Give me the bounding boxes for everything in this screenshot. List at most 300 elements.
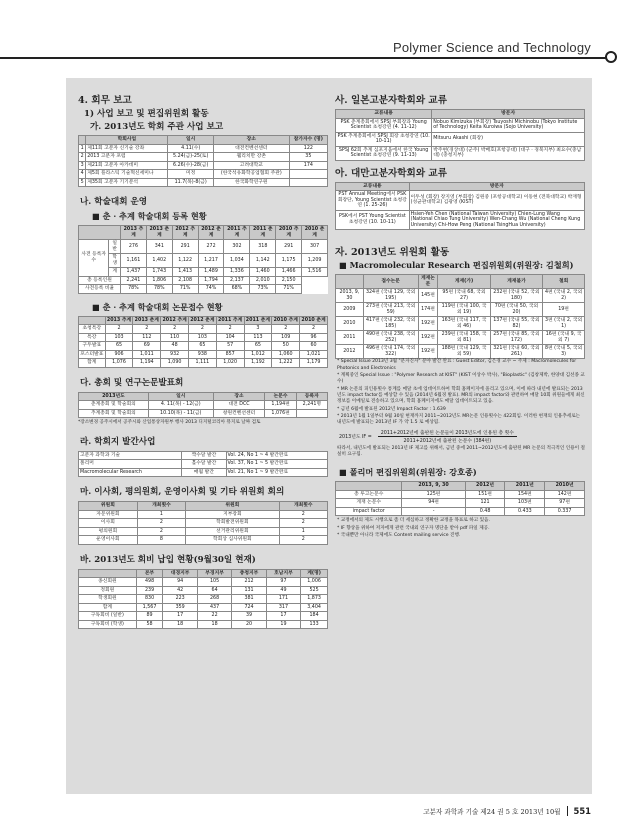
table-cell: 131 <box>232 586 266 595</box>
table-cell: 113 <box>244 333 272 342</box>
column-header: 철회 <box>543 275 585 289</box>
table-cell: 272 <box>198 240 224 254</box>
table-row <box>336 146 585 160</box>
table-cell: 구독회비 (학생) <box>79 620 137 629</box>
table-cell: 78% <box>146 285 172 294</box>
table-cell: 학생 <box>109 254 121 268</box>
table-cell: 932 <box>161 350 189 359</box>
table-cell: 525 <box>301 586 328 595</box>
table-cell: 1,209 <box>302 254 328 268</box>
table-cell: Mitsuru Akashi (회장) <box>432 132 585 146</box>
table-cell: PSK에서 PST Young Scientist 초청강연 (10. 10-11) <box>336 210 410 230</box>
note-item: * Special Issue 2013년 3월 "분자진자" 분야 발간 완료 : Guest Editor, 김은경 교수 ~ 주제 : Macromolecules for Photonics and Electronics <box>337 359 577 371</box>
table-cell: 78% <box>120 285 146 294</box>
table-header-row <box>79 316 328 325</box>
column-header: 충청지부 <box>232 569 266 578</box>
page-number: 551 <box>567 806 591 816</box>
mr-table <box>335 274 585 359</box>
table-cell: 제11회 고분자 신기술 강좌 <box>86 144 168 153</box>
column-header: 2011 추계 <box>224 226 250 240</box>
table-cell: 65 <box>188 342 216 351</box>
table-cell: 1,194 <box>133 359 161 368</box>
table-cell: 239 <box>136 586 163 595</box>
column-header: 2010 춘계 <box>300 316 328 325</box>
table-cell: 68% <box>224 285 250 294</box>
table-cell: 96 <box>300 333 328 342</box>
table-cell: 제21회 고분자 아카데미 <box>86 161 168 170</box>
column-header: 2013년도 <box>79 392 149 401</box>
table-cell: 계 <box>109 268 121 277</box>
table-cell: 1,161 <box>120 254 146 268</box>
note-item: * 국내뿐만 아니라 국제에도 Content mailing service 진행. <box>337 533 461 539</box>
section-fees-title: 바. 2013년도 회비 납입 현황(9월30일 현재) <box>80 554 256 565</box>
note-item: * MR 논문의 피인용횟수 통계를 매달 초에 업데이트하여 학회 홈페이지에 올리고 있으며, 이에 따라 내년에 발표되는 2013년도 impact factor를 예상할 수 있음 (2014년 6월경 발표). MR의 impact factor와 관련하여 매달 10회 위원들에게 최신정보를 이메일로 전송하고 있으며, 학회 홈페이지에도 매달 업데이트되고 있음. <box>337 386 585 405</box>
table-cell: 133 <box>301 620 328 629</box>
table-cell: 19 <box>266 620 300 629</box>
table-row <box>79 161 328 170</box>
column-header <box>79 136 86 145</box>
table-row <box>79 178 328 187</box>
table-cell: 496편 (국내 174, 국외 322) <box>363 345 418 359</box>
table-cell: 18 <box>197 620 231 629</box>
table-cell: 11.7(목)-8(금) <box>168 178 213 187</box>
table-cell: 103 <box>188 333 216 342</box>
section-japan-title: 사. 일본고분자학회와 교류 <box>335 95 447 106</box>
table-cell: 8편 (국내 5, 국외 3) <box>543 345 585 359</box>
table-cell: 125편 <box>402 490 465 499</box>
table-cell: 71% <box>276 285 302 294</box>
polymer-table <box>335 481 585 516</box>
formula-label: 2013년도 IF = <box>339 434 372 440</box>
table-cell: 1,142 <box>250 254 276 268</box>
table-cell: 1,194편 <box>265 401 296 410</box>
table-cell: 39 <box>232 612 266 621</box>
table-cell: 17 <box>266 612 300 621</box>
table-cell: 273편 (국내 213, 국외 59) <box>363 303 418 317</box>
table-cell: 1,567 <box>136 603 163 612</box>
table-cell: 4 <box>79 170 86 179</box>
table-cell: 276 <box>120 240 146 254</box>
table-cell: 318 <box>250 240 276 254</box>
table-cell: 121 <box>465 499 505 508</box>
column-header: 2010년 <box>545 482 585 491</box>
table-cell: 188편 (국내 129, 국외 59) <box>438 345 490 359</box>
column-header: 2012 춘계 <box>188 316 216 325</box>
table-cell: 20 <box>232 620 266 629</box>
left-column <box>78 92 328 629</box>
table-cell: 이두성 (회장) 장지영 (부회장) 김원중 (포항공대학교) 이동현 (전북대학교) 박재형 (성균관대학교) 김광영 (KIST) <box>409 191 584 211</box>
table-cell: PSK 추계총회에서 SPSJ 회장 초청강연 (10. 10-11) <box>336 132 432 146</box>
note-item: * 계획중인 Special Issue : "Polymer Research at KIST" (KIST 이상수 박사), "Bioplastic" (김창제박, 한양대 김선종 교수) <box>337 373 585 385</box>
table-cell: Vol. 21, No 1 ~ 9 발간완료 <box>226 468 328 477</box>
footer-citation: 고분자 과학과 기술 제24 권 5 호 2013년 10월 <box>423 808 561 816</box>
table-header-row <box>79 392 328 401</box>
column-header: 접수논문 <box>363 275 418 289</box>
table-cell: 2009 <box>336 303 364 317</box>
column-header: 개최횟수 <box>279 502 327 511</box>
table-cell: 종신회원 <box>79 578 137 587</box>
column-header: 2013, 9, 30 <box>402 482 465 491</box>
column-header: 2013 추계 <box>105 316 133 325</box>
table-cell: 307 <box>302 240 328 254</box>
table-row <box>336 118 585 132</box>
table-cell: 89 <box>136 612 163 621</box>
table-cell: 74% <box>198 285 224 294</box>
table-cell: 1,489 <box>198 268 224 277</box>
table-cell: (한국석유화학공업협회 주관) <box>213 170 289 179</box>
table-row <box>79 144 328 153</box>
table-cell: 박주현(경상대) (군주) 박배호(포항공대) (대구 · 경북지부) 최요수(충남대) (충청지부) <box>432 146 585 160</box>
table-cell: Macromolecular Research <box>79 468 182 477</box>
table-row <box>79 603 328 612</box>
table-cell: Vol. 24, No 1 ~ 4 발간완료 <box>226 451 328 460</box>
table-cell: 구두발표 <box>79 342 106 351</box>
table-header-row <box>79 569 328 578</box>
table-cell: 49 <box>266 586 300 595</box>
table-cell: 112 <box>133 333 161 342</box>
table-row <box>79 510 328 519</box>
table-cell: 192편 <box>418 317 438 331</box>
column-header <box>79 226 121 240</box>
table-cell: 2,241 <box>120 276 146 285</box>
table-cell: 1,402 <box>146 254 172 268</box>
table-cell: 97 <box>266 578 300 587</box>
column-header <box>336 275 364 289</box>
table-row <box>79 285 328 294</box>
registration-title: ■ 춘 · 추계 학술대회 등록 현황 <box>92 211 207 222</box>
formula-denominator: 2011+2012년에 출판된 논문수 (384편) <box>403 438 492 444</box>
table-cell: 매월 발간 <box>182 468 226 477</box>
table-cell: 고분자 과학과 기술 <box>79 451 182 460</box>
polymer-notes <box>335 518 585 539</box>
formula-numerator: 2011+2012년에 출판된 논문들이 2013년도에 인용된 총 횟수 <box>378 429 517 437</box>
table-cell: 1,076편 <box>265 409 296 418</box>
column-header: 대경지부 <box>163 569 197 578</box>
table-cell: 0.48 <box>465 507 505 516</box>
table-cell: Nobuo Kimizuka (부회장) Tsuyoshi Michinobu (Tokyo Institute of Technology) Keita Kuroiwa (Sojo University) <box>432 118 585 132</box>
column-header: 2010 추계 <box>276 226 302 240</box>
table-cell: 제5회 플라스틱 기술혁신세미나 <box>86 170 168 179</box>
table-cell: 302 <box>224 240 250 254</box>
table-cell: 192편 <box>418 345 438 359</box>
table-cell: 97편 <box>545 499 585 508</box>
table-header-row <box>336 482 585 491</box>
table-cell: 웰리치만 강촌 <box>213 153 289 162</box>
table-cell: 1,460 <box>250 268 276 277</box>
table-cell: 119편 (국내 100, 국외 19) <box>438 303 490 317</box>
table-row <box>79 578 328 587</box>
table-cell: 171 <box>266 595 300 604</box>
table-row <box>79 409 328 418</box>
table-cell: 94 <box>163 578 197 587</box>
table-cell: 291 <box>172 240 198 254</box>
table-row <box>336 191 585 211</box>
column-header: 부경지부 <box>197 569 231 578</box>
table-cell: 3 <box>244 325 272 334</box>
table-cell: 437 <box>197 603 231 612</box>
table-cell: 18 <box>163 620 197 629</box>
table-cell: 1 <box>79 144 86 153</box>
table-row <box>336 499 585 508</box>
table-cell: 184 <box>301 612 328 621</box>
table-cell: 65 <box>244 342 272 351</box>
table-cell: 1,090 <box>161 359 189 368</box>
column-header: 일시 <box>168 136 213 145</box>
table-cell: 포스터발표 <box>79 350 106 359</box>
table-row <box>79 359 328 368</box>
registration-table <box>78 225 328 294</box>
table-cell: 0.337 <box>545 507 585 516</box>
table-cell: 2,241명 <box>296 401 327 410</box>
table-row <box>79 612 328 621</box>
table-header-row <box>79 226 328 240</box>
column-header: 2011 춘계 <box>250 226 276 240</box>
table-cell: 2 <box>133 325 161 334</box>
if-formula <box>339 429 585 444</box>
table-cell: 48 <box>161 342 189 351</box>
table-cell: 154편 <box>505 490 545 499</box>
table-cell: 총 등록인원 <box>79 276 121 285</box>
table-cell: 한국화학연구원 <box>213 178 289 187</box>
table-row <box>336 289 585 303</box>
table-cell: impact factor <box>336 507 402 516</box>
table-cell: 평의원회 <box>79 527 138 536</box>
table-cell: 42 <box>163 586 197 595</box>
table-cell: 1,437 <box>120 268 146 277</box>
table-cell: 합계 <box>79 359 106 368</box>
table-cell: 2 <box>161 325 189 334</box>
table-cell: PSK 춘계총회에서 SPSJ 부회장과 Young Scientist 초청강연 (4. 11-12) <box>336 118 432 132</box>
section-4-title: 4. 회무 보고 <box>78 95 132 106</box>
table-cell: 1,006 <box>301 578 328 587</box>
table-cell: 특강 <box>79 333 106 342</box>
column-header: 논문수 <box>265 392 296 401</box>
table-cell: 490편 (국내 238, 국외 252) <box>363 331 418 345</box>
column-header: 방문자 <box>432 110 585 119</box>
section-publication-title: 라. 학회지 발간사업 <box>80 436 156 447</box>
column-header: 2011년 <box>505 482 545 491</box>
note-item: * 교정에서의 제도 시행으로 좀 더 세심하고 정확한 교정을 목표로 하고 있음. <box>337 518 490 524</box>
table-cell: 10.10(목) - 11(금) <box>148 409 213 418</box>
table-row <box>336 317 585 331</box>
column-header: 장소 <box>213 136 289 145</box>
papers-title: ■ 춘 · 추계 학술대회 논문접수 현황 <box>92 301 223 312</box>
table-cell: 초청특강 <box>79 325 106 334</box>
table-cell: 498 <box>136 578 163 587</box>
table-row <box>79 325 328 334</box>
table-cell: 미정 <box>168 170 213 179</box>
table-cell: 830 <box>136 595 163 604</box>
table-cell: 1,413 <box>172 268 198 277</box>
table-cell: 65 <box>105 342 133 351</box>
table-cell: 2012 <box>336 345 364 359</box>
note-item: * 금년 6월에 발표된 2012년 Impact Factor : 1.639 <box>337 406 446 412</box>
table-cell: 142편 <box>545 490 585 499</box>
table-cell: 1,192 <box>244 359 272 368</box>
table-cell: 857 <box>216 350 244 359</box>
table-cell: 1,175 <box>276 254 302 268</box>
table-cell: 2 <box>137 519 185 528</box>
column-header <box>336 482 402 491</box>
table-cell: 5.24(금)-25(토) <box>168 153 213 162</box>
table-row <box>336 490 585 499</box>
table-cell: 906 <box>105 350 133 359</box>
table-cell <box>289 178 327 187</box>
table-row <box>336 303 585 317</box>
table-cell: 창원컨벤션센터 <box>213 409 265 418</box>
table-cell: 145편 <box>418 289 438 303</box>
table-cell: 이사회 <box>79 519 138 528</box>
table-cell: 163편 (국내 117, 국외 46) <box>438 317 490 331</box>
table-row <box>79 536 328 545</box>
column-header: 등록자 <box>296 392 327 401</box>
column-header: 2012 춘계 <box>198 226 224 240</box>
table-cell: 70편 (국내 50, 국외 20) <box>490 303 542 317</box>
table-row <box>79 519 328 528</box>
table-cell: 2,108 <box>172 276 198 285</box>
table-header-row <box>336 275 585 289</box>
table-cell: 151편 <box>465 490 505 499</box>
table-cell: 60 <box>300 342 328 351</box>
table-cell: 1,336 <box>224 268 250 277</box>
table-cell: 2 <box>279 510 327 519</box>
table-cell: 1,806 <box>146 276 172 285</box>
page-footer <box>423 806 591 816</box>
row-group-label: 사전 등록자 수 <box>79 240 109 277</box>
table-cell: 232편 (국내 52, 국외 180) <box>490 289 542 303</box>
table-cell: 2,150 <box>276 276 302 285</box>
table-cell: 사전등록 비율 <box>79 285 121 294</box>
table-row <box>79 153 328 162</box>
table-cell: 2 <box>137 527 185 536</box>
table-cell: 1,060 <box>272 350 300 359</box>
table-cell: 구독회비 (일반) <box>79 612 137 621</box>
table-cell: 268 <box>197 595 231 604</box>
events-table <box>78 135 328 187</box>
formula-note: 따라서, 내년도에 발표되는 2013년 IF 제고를 위해서, 금년 중에 2011~2012년도에 출판된 MR 논문의 적극적인 인용이 절실히 요구됨. <box>337 445 585 458</box>
column-header: 2010 추계 <box>272 316 300 325</box>
column-header: 일시 <box>148 392 213 401</box>
table-cell: 417편 (국내 232, 국외 185) <box>363 317 418 331</box>
table-cell: 제35회 고분자 기기분석 <box>86 178 168 187</box>
table-cell: 73% <box>250 285 276 294</box>
table-cell: 2 <box>79 153 86 162</box>
table-cell: 1,222 <box>272 359 300 368</box>
table-cell: - <box>402 507 465 516</box>
table-row <box>79 451 328 460</box>
table-cell: 5 <box>79 178 86 187</box>
table-cell: 174편 <box>418 303 438 317</box>
table-cell: 자문위원회 <box>79 510 138 519</box>
table-cell: 지부장회 <box>186 510 279 519</box>
header-circle-icon <box>605 51 617 63</box>
mr-committee-title: ■ Macromolecular Research 편집위원회(위원장: 김철희) <box>339 260 574 271</box>
section-taiwan-title: 아. 대만고분자학회와 교류 <box>335 167 447 179</box>
table-cell: 2,137 <box>224 276 250 285</box>
papers-table <box>78 316 328 368</box>
table-cell: 321편 (국내 60, 국외 261) <box>490 345 542 359</box>
section-committee-title: 자. 2013년도 위원회 활동 <box>335 247 450 259</box>
table-cell: 2011 <box>336 331 364 345</box>
table-cell: 4. 11(목) - 12(금) <box>148 401 213 410</box>
taiwan-exchange-table <box>335 182 585 231</box>
column-header: 위원회 <box>186 502 279 511</box>
column-header: 교류내용 <box>336 182 410 191</box>
table-cell: 1,111 <box>188 359 216 368</box>
table-cell: 1,034 <box>224 254 250 268</box>
table-cell: 대전컨벤션센터 <box>213 144 289 153</box>
table-cell: 1,466 <box>276 268 302 277</box>
table-cell: 17 <box>163 612 197 621</box>
column-header: 본부 <box>136 569 163 578</box>
table-row <box>79 595 328 604</box>
table-cell: 게재 논문수 <box>336 499 402 508</box>
table-cell: 103 <box>105 333 133 342</box>
table-cell: 381 <box>232 595 266 604</box>
column-header: 2011 춘계 <box>244 316 272 325</box>
japan-exchange-table <box>335 109 585 161</box>
table-cell: 짝수달 발간 <box>182 451 226 460</box>
table-row <box>79 527 328 536</box>
table-cell: 합계 <box>79 603 137 612</box>
section-conference-title: 나. 학술대회 운영 <box>80 197 148 208</box>
table-cell: 291 <box>276 240 302 254</box>
column-header: 개최횟수 <box>137 502 185 511</box>
table-cell <box>296 409 327 418</box>
table-cell: 16편 (국내 9, 국외 7) <box>543 331 585 345</box>
table-cell: 대전 DCC <box>213 401 265 410</box>
table-cell: 고려대학교 <box>213 161 289 170</box>
column-header: 참가자수 (명) <box>289 136 327 145</box>
table-cell: 192편 <box>418 331 438 345</box>
general-meeting-table <box>78 392 328 419</box>
note-item: * IF 향상을 위하여 저자에게 관련 국내외 연구자 명단을 받아 pdf 파일 제공. <box>337 525 490 531</box>
table-cell: 22 <box>197 612 231 621</box>
table-cell: 1,122 <box>172 254 198 268</box>
table-row <box>336 345 585 359</box>
table-cell: 6.26(수)-28(금) <box>168 161 213 170</box>
table-row <box>336 132 585 146</box>
table-row <box>79 460 328 469</box>
table-cell: 1,011 <box>133 350 161 359</box>
column-header: 계(명) <box>301 569 328 578</box>
column-header: 방문자 <box>409 182 584 191</box>
table-cell: 94편 <box>402 499 465 508</box>
table-cell: 110 <box>161 333 189 342</box>
table-cell: 103편 <box>505 499 545 508</box>
table-cell: 50 <box>272 342 300 351</box>
column-header: 2013 추계 <box>120 226 146 240</box>
table-cell: 58 <box>136 620 163 629</box>
column-header: 학회사업 <box>86 136 168 145</box>
table-cell: 57 <box>216 342 244 351</box>
table-cell: 3편 (국내 2, 국외 1) <box>543 317 585 331</box>
table-cell: 0.433 <box>505 507 545 516</box>
meetings-table <box>78 501 328 545</box>
table-cell: 359 <box>163 603 197 612</box>
table-cell: 341 <box>146 240 172 254</box>
table-row <box>79 268 328 277</box>
table-cell: 2013, 9, 30 <box>336 289 364 303</box>
table-row <box>79 254 328 268</box>
table-header-row <box>79 502 328 511</box>
table-row <box>79 240 328 254</box>
table-cell: 4편 (국내 2, 국외 2) <box>543 289 585 303</box>
table-cell: 2 <box>279 519 327 528</box>
table-cell: 1,217 <box>198 254 224 268</box>
table-cell: 938 <box>188 350 216 359</box>
table-cell: 2,010 <box>250 276 276 285</box>
